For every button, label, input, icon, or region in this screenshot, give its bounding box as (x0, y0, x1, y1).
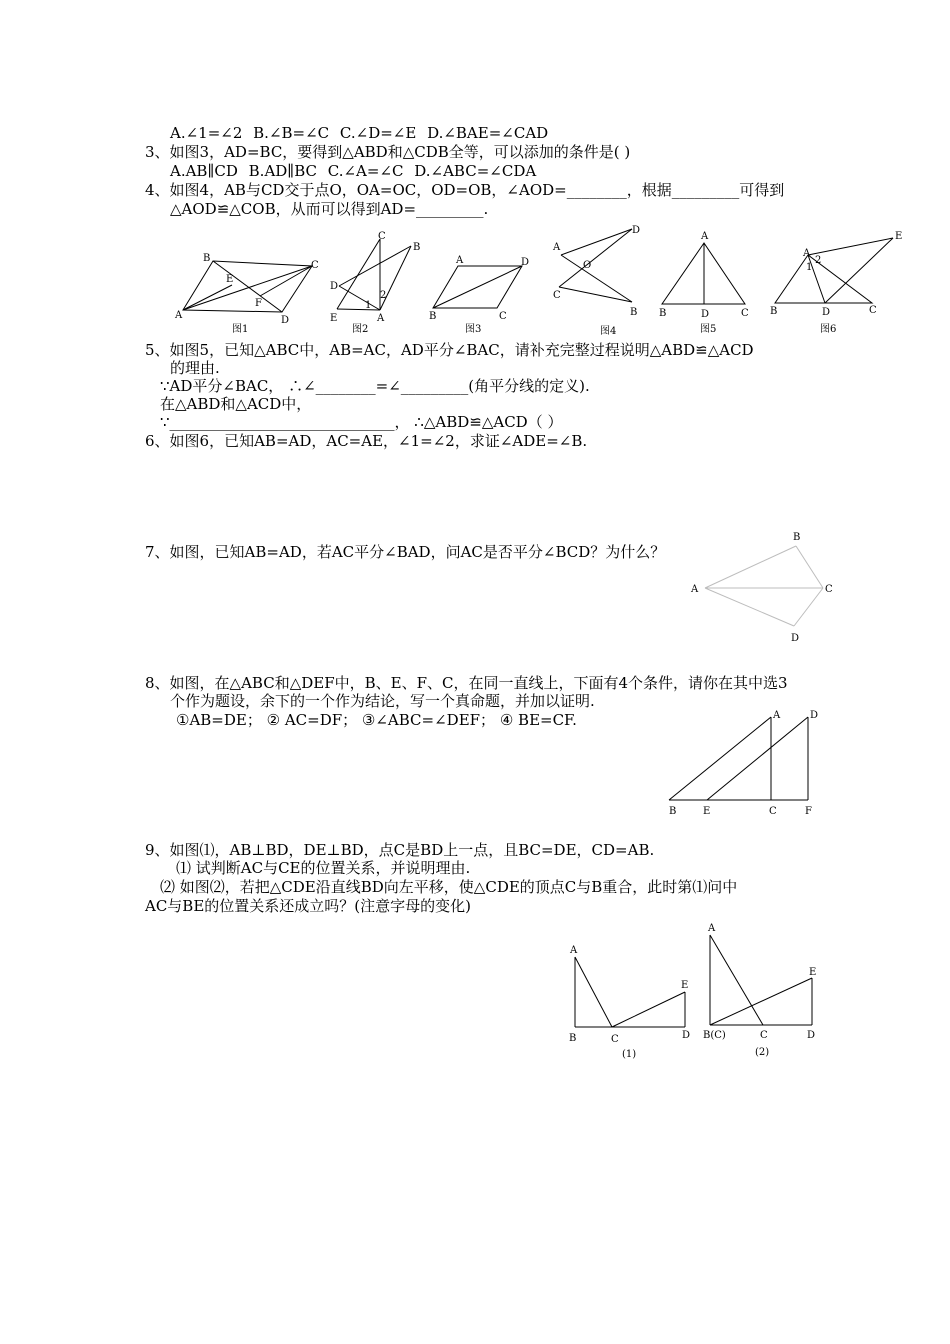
fig2-label-c: C (378, 231, 386, 242)
q7-label-c: C (825, 584, 833, 595)
fig3-label-a: A (456, 255, 464, 266)
fig1-label-a: A (175, 310, 183, 321)
q9f1-caption: (1) (622, 1049, 637, 1060)
fig1-caption: 图1 (232, 324, 249, 335)
fig3-label-b: B (429, 311, 437, 322)
fig4-label-c: C (553, 290, 561, 301)
q5-stem: 5、如图5，已知△ABC中，AB=AC，AD平分∠BAC，请补充完整过程说明△ABD≌△ACD (145, 341, 754, 359)
q9f1-label-e: E (681, 980, 689, 991)
fig1-label-c: C (311, 260, 319, 271)
fig4-label-o: O (583, 260, 592, 271)
fig4-label-d: D (632, 225, 641, 236)
figure-4 (550, 222, 645, 338)
q8-figure (665, 706, 830, 818)
fig1-label-b: B (203, 253, 211, 264)
fig5-label-b: B (659, 308, 667, 319)
q5-line-5: ∵______________________________， ∴△ABD≌△ACD（ ） (160, 413, 563, 431)
q9-part-1: ⑴ 试判断AC与CE的位置关系，并说明理由. (176, 859, 471, 877)
fig2-label-e: E (330, 313, 338, 324)
q7-label-a: A (691, 584, 699, 595)
q8-label-a: A (773, 710, 781, 721)
q2-options: A.∠1=∠2 B.∠B=∠C C.∠D=∠E D.∠BAE=∠CAD (170, 124, 549, 142)
q9f2-caption: (2) (755, 1047, 770, 1058)
fig6-label-e: E (895, 231, 903, 242)
q9-part-2: ⑵ 如图⑵，若把△CDE沿直线BD向左平移，使△CDE的顶点C与B重合，此时第⑴问中 (160, 878, 738, 896)
fig2-label-a: A (377, 313, 385, 324)
q8-stem: 8、如图，在△ABC和△DEF中，B、E、F、C，在同一直线上，下面有4个条件，请你在其中选3 (145, 674, 788, 692)
q3-options: A.AB∥CD B.AD∥BC C.∠A=∠C D.∠ABC=∠CDA (170, 162, 537, 180)
fig3-label-d: D (521, 257, 530, 268)
fig1-label-f: F (255, 298, 262, 309)
q6-stem: 6、如图6，已知AB=AD，AC=AE，∠1=∠2，求证∠ADE=∠B. (145, 432, 588, 450)
q9f1-label-b: B (569, 1033, 577, 1044)
q8-label-c: C (769, 806, 777, 817)
q7-stem: 7、如图，已知AB=AD，若AC平分∠BAD，问AC是否平分∠BCD？为什么？ (145, 543, 666, 561)
q9f1-label-d: D (682, 1030, 691, 1041)
q8-label-b: B (669, 806, 677, 817)
fig6-label-2: 2 (815, 255, 822, 266)
q9f2-label-d: D (807, 1030, 816, 1041)
fig6-label-d: D (822, 307, 831, 318)
q9-stem: 9、如图⑴，AB⊥BD，DE⊥BD，点C是BD上一点，且BC=DE，CD=AB. (145, 841, 655, 859)
fig4-caption: 图4 (600, 326, 617, 337)
q7-label-b: B (793, 532, 801, 543)
q9-part-2-continued: AC与BE的位置关系还成立吗？(注意字母的变化) (145, 897, 471, 915)
q9f1-label-c: C (611, 1034, 619, 1045)
q9-figure-2 (700, 918, 825, 1063)
fig6-label-1: 1 (806, 262, 813, 273)
figure-6 (765, 225, 910, 338)
figure-1 (170, 248, 330, 338)
fig5-label-a: A (701, 231, 709, 242)
q9-figure-1 (565, 940, 695, 1065)
q9f2-label-e: E (809, 967, 817, 978)
fig5-label-d: D (701, 309, 710, 320)
fig3-caption: 图3 (465, 324, 482, 335)
fig5-label-c: C (741, 308, 749, 319)
q9f2-label-a: A (708, 923, 716, 934)
q3-stem: 3、如图3，AD=BC，要得到△ABD和△CDB全等，可以添加的条件是( ) (145, 143, 631, 161)
q8-label-f: F (805, 806, 812, 817)
figure-2 (330, 230, 425, 338)
figure-5 (655, 225, 755, 338)
fig2-label-d: D (330, 281, 339, 292)
q8-conditions: ①AB=DE； ② AC=DF； ③∠ABC=∠DEF； ④ BE=CF. (176, 711, 577, 729)
fig3-label-c: C (499, 311, 507, 322)
q9f2-label-bc: B(C) (703, 1030, 726, 1041)
fig4-label-a: A (553, 242, 561, 253)
q5-stem-continued: 的理由. (170, 359, 220, 377)
q5-line-3: ∵AD平分∠BAC， ∴∠________=∠_________(角平分线的定义). (160, 377, 590, 395)
figure-3 (425, 248, 540, 338)
q8-label-d: D (810, 710, 819, 721)
fig2-label-1: 1 (365, 300, 372, 311)
fig1-label-d: D (281, 315, 290, 326)
q7-figure (688, 528, 838, 650)
fig6-caption: 图6 (820, 324, 837, 335)
q8-label-e: E (703, 806, 711, 817)
q9f1-label-a: A (570, 945, 578, 956)
q9f2-label-c: C (760, 1030, 768, 1041)
q4-stem-continued: △AOD≌△COB，从而可以得到AD=_________. (170, 200, 489, 218)
fig4-label-b: B (630, 307, 638, 318)
q7-label-d: D (791, 633, 800, 644)
fig6-label-b: B (770, 306, 778, 317)
fig2-label-2: 2 (380, 290, 387, 301)
fig1-label-e: E (226, 274, 234, 285)
fig6-label-c: C (869, 305, 877, 316)
fig2-label-b: B (413, 242, 421, 253)
q4-stem: 4、如图4，AB与CD交于点O，OA=OC，OD=OB，∠AOD=________，根据_________可得到 (145, 181, 785, 199)
fig5-caption: 图5 (700, 324, 717, 335)
q8-stem-continued: 个作为题设，余下的一个作为结论，写一个真命题，并加以证明. (170, 692, 595, 710)
q5-line-4: 在△ABD和△ACD中， (160, 395, 312, 413)
fig6-label-a: A (803, 248, 811, 259)
fig2-caption: 图2 (352, 324, 369, 335)
